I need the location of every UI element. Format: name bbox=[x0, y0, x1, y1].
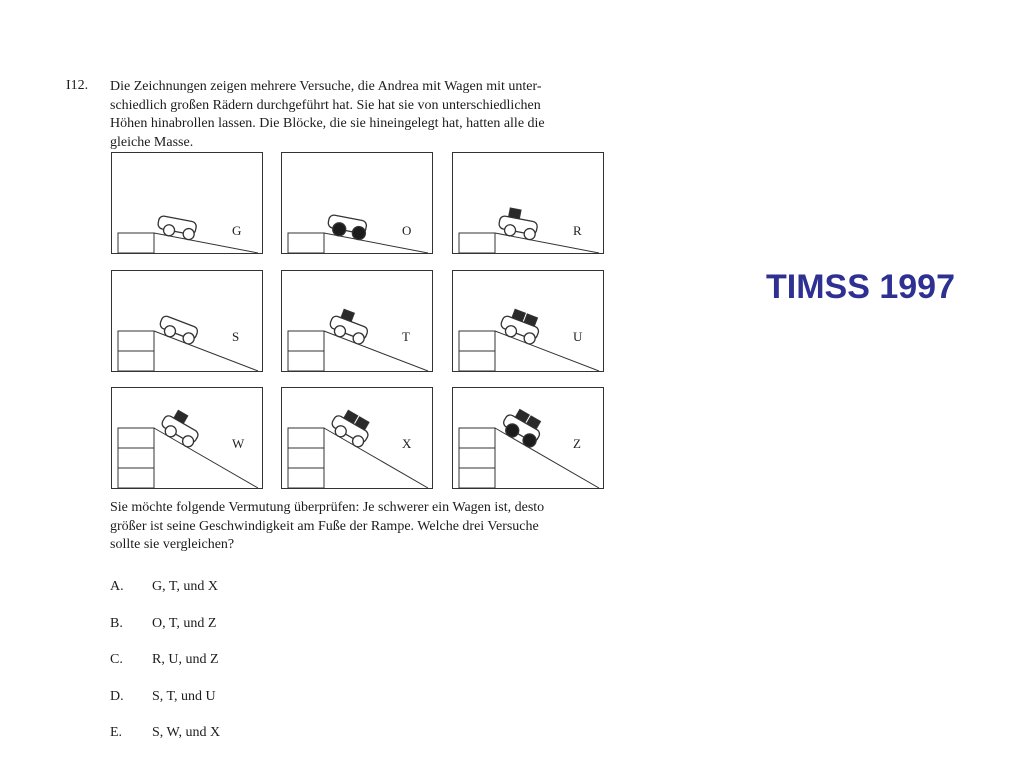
option-letter: D. bbox=[110, 689, 124, 704]
car bbox=[326, 214, 367, 240]
stack-block bbox=[288, 448, 324, 468]
car bbox=[499, 405, 547, 449]
option-text: R, U, und Z bbox=[152, 652, 219, 667]
stack-block bbox=[118, 233, 154, 253]
experiment-panel-w bbox=[111, 387, 263, 489]
panel-label: O bbox=[402, 223, 412, 238]
question-line: sollte sie vergleichen? bbox=[110, 537, 235, 552]
car bbox=[157, 315, 199, 346]
experiment-panel-u bbox=[452, 270, 604, 372]
intro-line: schiedlich großen Rädern durchgeführt hat. Sie hat sie von unterschiedlichen bbox=[110, 97, 541, 113]
intro-line: Die Zeichnungen zeigen mehrere Versuche, die Andrea mit Wagen mit unter- bbox=[110, 79, 542, 94]
option-text: S, W, und X bbox=[152, 725, 221, 740]
car bbox=[498, 306, 543, 345]
question-intro bbox=[110, 78, 640, 152]
stack-block bbox=[288, 331, 324, 351]
ramp-drawing bbox=[112, 271, 262, 371]
load-block bbox=[509, 208, 522, 219]
panel-label: T bbox=[402, 329, 410, 344]
source-title: TIMSS 1997 bbox=[766, 268, 955, 306]
experiment-panel-x bbox=[281, 387, 433, 489]
intro-line: Höhen hinabrollen lassen. Die Blöcke, die sie hineingelegt hat, hatten alle die bbox=[110, 116, 545, 131]
stack-block bbox=[459, 428, 495, 448]
stack-block bbox=[118, 468, 154, 488]
stack-block bbox=[118, 331, 154, 351]
option-text: O, T, und Z bbox=[152, 616, 217, 631]
stack-block bbox=[459, 233, 495, 253]
option-letter: A. bbox=[110, 579, 124, 594]
question-prompt bbox=[110, 499, 640, 555]
car bbox=[156, 215, 197, 240]
car bbox=[327, 306, 372, 345]
stack-block bbox=[118, 351, 154, 371]
experiment-panel-o bbox=[281, 152, 433, 254]
answer-option-d[interactable] bbox=[110, 689, 216, 705]
stack-block bbox=[118, 428, 154, 448]
panel-label: G bbox=[232, 223, 242, 238]
question-line: Sie möchte folgende Vermutung überprüfen: Je schwerer ein Wagen ist, desto bbox=[110, 500, 545, 515]
ramp-drawing bbox=[282, 271, 432, 371]
stack-block bbox=[288, 468, 324, 488]
panel-label: W bbox=[232, 436, 245, 451]
experiment-panel-t bbox=[281, 270, 433, 372]
experiment-panel-r bbox=[452, 152, 604, 254]
panel-label: X bbox=[402, 436, 412, 451]
answer-option-c[interactable] bbox=[110, 652, 219, 668]
question-line: größer ist seine Geschwindigkeit am Fuße der Rampe. Welche drei Versuche bbox=[110, 518, 539, 534]
car bbox=[497, 206, 540, 240]
experiment-panel-s bbox=[111, 270, 263, 372]
option-letter: C. bbox=[110, 652, 123, 667]
stack-block bbox=[459, 351, 495, 371]
panel-label: S bbox=[232, 329, 240, 344]
option-letter: B. bbox=[110, 616, 123, 631]
stack-block bbox=[459, 468, 495, 488]
option-text: G, T, und X bbox=[152, 579, 218, 594]
answer-option-a[interactable] bbox=[110, 579, 218, 595]
stack-block bbox=[288, 351, 324, 371]
experiment-panel-z bbox=[452, 387, 604, 489]
answer-option-e[interactable] bbox=[110, 725, 220, 741]
stack-block bbox=[288, 233, 324, 253]
panel-label: U bbox=[573, 329, 583, 344]
ramp-drawing bbox=[453, 271, 603, 371]
stack-block bbox=[459, 331, 495, 351]
option-letter: E. bbox=[110, 725, 123, 740]
car bbox=[158, 406, 205, 449]
car bbox=[328, 406, 375, 449]
answer-option-b[interactable] bbox=[110, 616, 216, 632]
stack-block bbox=[288, 428, 324, 448]
option-text: S, T, und U bbox=[152, 689, 216, 704]
experiment-panel-g bbox=[111, 152, 263, 254]
intro-line: gleiche Masse. bbox=[110, 134, 194, 150]
panel-label: R bbox=[573, 223, 582, 238]
panel-label: Z bbox=[573, 436, 581, 451]
stack-block bbox=[118, 448, 154, 468]
question-number: I12. bbox=[66, 78, 89, 93]
stack-block bbox=[459, 448, 495, 468]
